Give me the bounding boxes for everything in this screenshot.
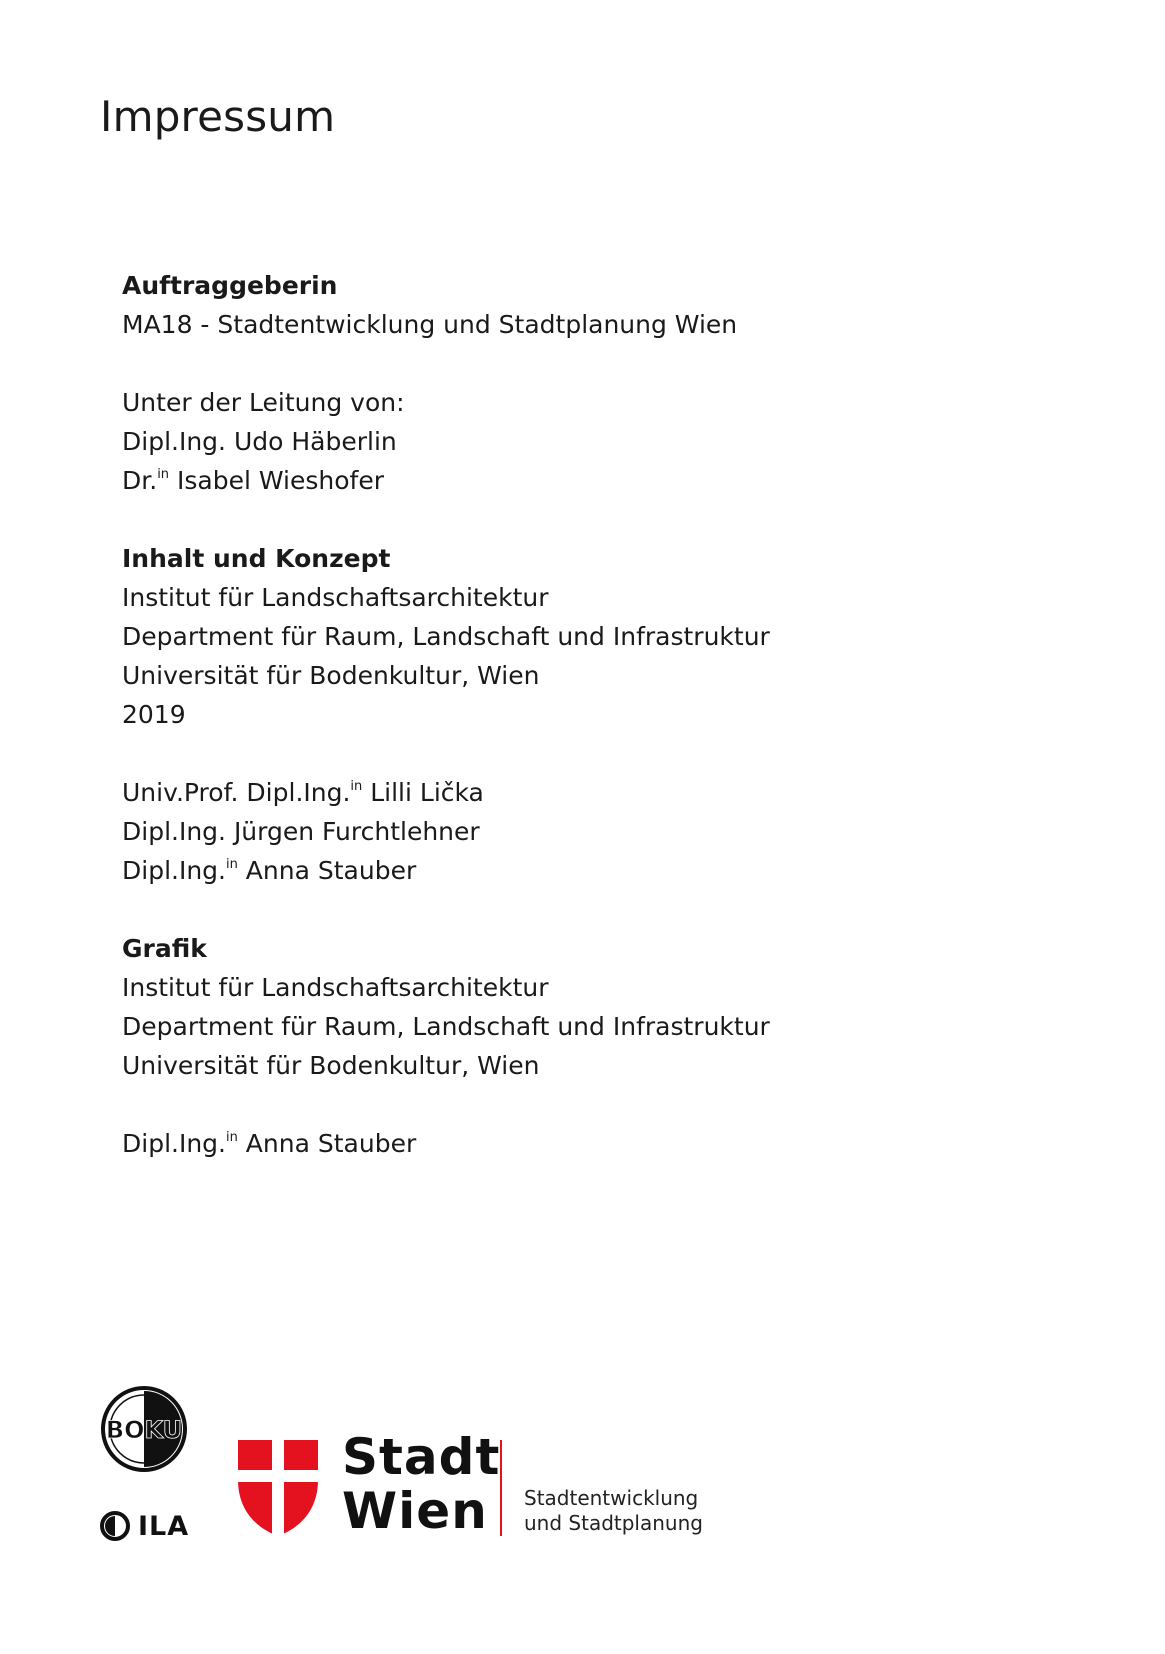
person-name: Isabel Wieshofer [169,466,384,495]
boku-logo-text: BOKU [105,1416,183,1444]
person-name: Lilli Lička [362,778,484,807]
client-heading: Auftraggeberin [122,271,338,300]
spacer [122,734,1022,773]
title-prefix: Dipl.Ing. [122,1129,226,1158]
title-prefix: Univ.Prof. Dipl.Ing. [122,778,351,807]
graphics-department: Department für Raum, Landschaft und Infrastruktur [122,1012,770,1041]
impressum-content [122,266,1022,1163]
content-institute: Institut für Landschaftsarchitektur [122,583,549,612]
lead-person-1: Dipl.Ing. Udo Häberlin [122,427,397,456]
wordmark-wien: Wien [342,1482,488,1540]
title-prefix: Dipl.Ing. [122,856,226,885]
spacer [122,500,1022,539]
ila-mark-icon [100,1511,130,1541]
content-department: Department für Raum, Landschaft und Infrastruktur [122,622,770,651]
person-name: Anna Stauber [237,1129,417,1158]
graphics-heading: Grafik [122,934,207,963]
lead-label: Unter der Leitung von: [122,388,405,417]
spacer [122,1085,1022,1124]
title-suffix: in [350,779,363,794]
content-person-2: Dipl.Ing. Jürgen Furchtlehner [122,817,480,846]
client-org: MA18 - Stadtentwicklung und Stadtplanung Wien [122,310,738,339]
graphics-person [122,1124,1022,1163]
spacer [122,344,1022,383]
content-year: 2019 [122,700,186,729]
department-label [524,1486,703,1536]
lead-person-2 [122,461,1022,500]
spacer [122,890,1022,929]
graphics-university: Universität für Bodenkultur, Wien [122,1051,540,1080]
graphics-institute: Institut für Landschaftsarchitektur [122,973,549,1002]
title-suffix: in [226,1130,238,1145]
wordmark-stadt: Stadt [342,1428,501,1486]
ila-logo-text: ILA [138,1510,190,1542]
title-suffix: in [157,467,170,482]
boku-logo [100,1385,188,1473]
title-suffix: in [226,857,238,872]
content-person-3 [122,851,1022,890]
wien-shield-icon [238,1440,318,1536]
logo-divider [500,1440,502,1536]
person-name: Anna Stauber [237,856,417,885]
ila-logo [100,1510,189,1542]
stadt-wien-wordmark [342,1430,500,1538]
title-prefix: Dr. [122,466,158,495]
content-person-1 [122,773,1022,812]
department-line-1: Stadtentwicklung [524,1486,699,1510]
department-line-2: und Stadtplanung [524,1511,703,1535]
content-heading: Inhalt und Konzept [122,544,391,573]
page-title: Impressum [100,92,336,141]
content-university: Universität für Bodenkultur, Wien [122,661,540,690]
